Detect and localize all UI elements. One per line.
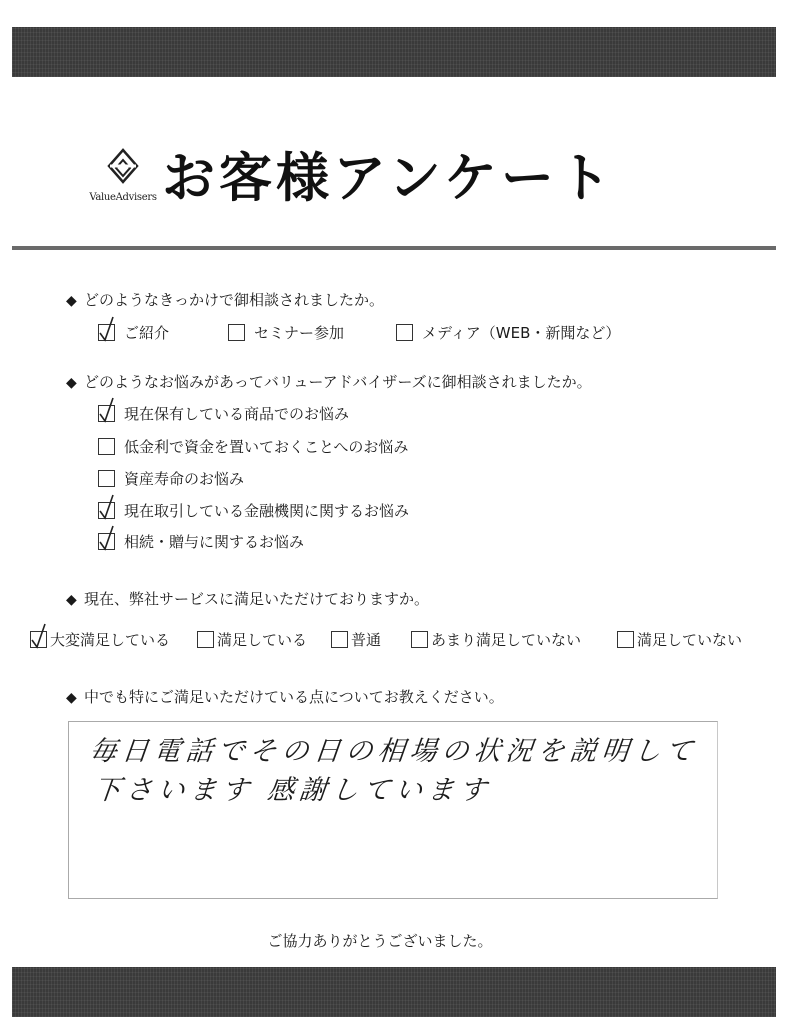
option-label: セミナー参加 bbox=[254, 324, 345, 342]
q3-option-very-satisfied[interactable] bbox=[30, 629, 170, 650]
logo-wordmark: ValueAdvisers bbox=[89, 192, 157, 203]
handwritten-answer-line-1: 毎日電話でその日の相場の状況を説明して bbox=[88, 736, 700, 767]
option-label: 相続・贈与に関するお悩み bbox=[124, 533, 305, 551]
checkbox[interactable] bbox=[98, 533, 115, 550]
checkbox[interactable] bbox=[617, 631, 634, 648]
q2-option-low-interest[interactable] bbox=[98, 436, 408, 457]
q3-option-not-very-satisfied[interactable] bbox=[411, 629, 581, 650]
checkbox[interactable] bbox=[30, 631, 47, 648]
checkbox[interactable] bbox=[98, 405, 115, 422]
checkbox[interactable] bbox=[396, 324, 413, 341]
checkbox[interactable] bbox=[197, 631, 214, 648]
handwritten-answer-line-2: 下さいます 感謝しています bbox=[92, 775, 493, 806]
question-1-text: どのようなきっかけで御相談されましたか。 bbox=[84, 291, 385, 309]
q3-option-neutral[interactable] bbox=[331, 629, 381, 650]
option-label: メディア（WEB・新聞など） bbox=[422, 324, 621, 342]
question-2 bbox=[66, 371, 592, 392]
question-4 bbox=[66, 686, 504, 707]
checkbox[interactable] bbox=[98, 502, 115, 519]
option-label: 大変満足している bbox=[50, 631, 171, 649]
q1-option-media[interactable] bbox=[396, 322, 620, 343]
option-label: 低金利で資金を置いておくことへのお悩み bbox=[124, 438, 409, 456]
company-logo bbox=[88, 148, 158, 208]
check-icon bbox=[97, 526, 117, 552]
q2-option-asset-longevity[interactable] bbox=[98, 468, 244, 489]
question-4-text: 中でも特にご満足いただけている点についてお教えください。 bbox=[84, 688, 504, 706]
q2-option-financial-institution[interactable] bbox=[98, 500, 409, 521]
option-label: 満足していない bbox=[637, 631, 743, 649]
q1-option-seminar[interactable] bbox=[228, 322, 344, 343]
question-1 bbox=[66, 289, 384, 310]
q3-option-not-satisfied[interactable] bbox=[617, 629, 742, 650]
q1-option-referral[interactable] bbox=[98, 322, 169, 343]
q2-option-current-holdings[interactable] bbox=[98, 403, 349, 424]
thank-you-message: ご協力ありがとうございました。 bbox=[267, 932, 493, 950]
checkbox[interactable] bbox=[98, 438, 115, 455]
q3-option-satisfied[interactable] bbox=[197, 629, 307, 650]
option-label: 普通 bbox=[351, 631, 382, 649]
question-2-text: どのようなお悩みがあってバリューアドバイザーズに御相談されましたか。 bbox=[84, 373, 592, 391]
diamond-icon: ◆ bbox=[66, 592, 77, 608]
checkbox[interactable] bbox=[411, 631, 428, 648]
option-label: 現在取引している金融機関に関するお悩み bbox=[124, 502, 410, 520]
check-icon bbox=[97, 317, 117, 343]
option-label: あまり満足していない bbox=[431, 631, 582, 649]
bottom-band bbox=[12, 967, 776, 1017]
checkbox[interactable] bbox=[98, 470, 115, 487]
logo-mark-icon bbox=[106, 148, 140, 188]
checkbox[interactable] bbox=[331, 631, 348, 648]
check-icon bbox=[97, 398, 117, 424]
checkbox[interactable] bbox=[98, 324, 115, 341]
question-3-text: 現在、弊社サービスに満足いただけておりますか。 bbox=[84, 590, 430, 608]
checkbox[interactable] bbox=[228, 324, 245, 341]
diamond-icon: ◆ bbox=[66, 375, 77, 391]
check-icon bbox=[29, 624, 49, 650]
option-label: 現在保有している商品でのお悩み bbox=[124, 405, 350, 423]
top-band bbox=[12, 27, 776, 77]
check-icon bbox=[97, 495, 117, 521]
option-label: ご紹介 bbox=[124, 324, 170, 342]
q2-option-inheritance[interactable] bbox=[98, 531, 304, 552]
page-title: お客様アンケート bbox=[162, 148, 615, 209]
diamond-icon: ◆ bbox=[66, 293, 77, 309]
option-label: 満足している bbox=[217, 631, 308, 649]
option-label: 資産寿命のお悩み bbox=[124, 470, 245, 488]
diamond-icon: ◆ bbox=[66, 690, 77, 706]
question-3 bbox=[66, 588, 429, 609]
title-divider bbox=[12, 246, 776, 250]
